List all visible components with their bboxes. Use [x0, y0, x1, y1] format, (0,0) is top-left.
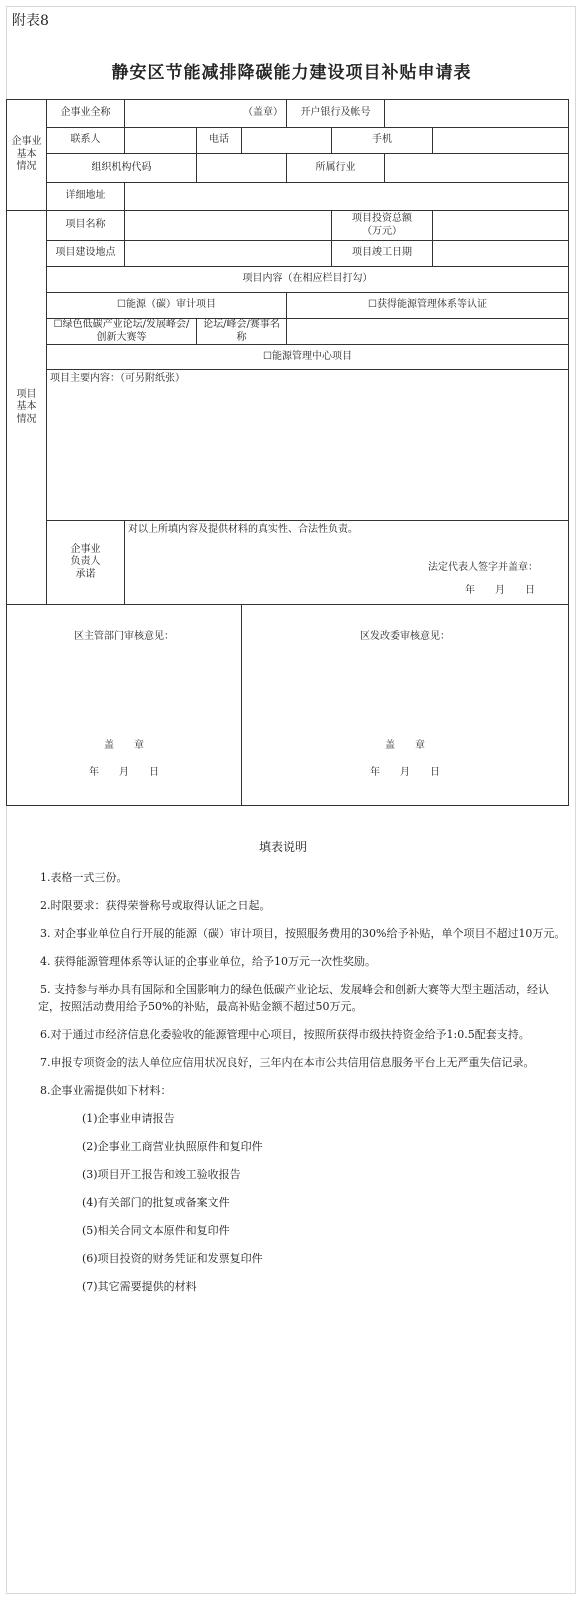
mobile-label: 手机 — [332, 128, 433, 154]
total-investment-field[interactable] — [433, 211, 569, 241]
forum-name-field[interactable] — [287, 319, 569, 345]
completion-date-label: 项目竣工日期 — [332, 241, 433, 267]
option-forum[interactable]: ☐绿色低碳产业论坛/发展峰会/创新大赛等 — [47, 319, 197, 345]
instruction-item: 3. 对企事业单位自行开展的能源（碳）审计项目，按照服务费用的30%给予补贴，单个项目不超过10万元。 — [40, 926, 566, 940]
company-name-field[interactable] — [125, 100, 287, 128]
main-content-label: 项目主要内容：（可另附纸张） — [50, 373, 185, 384]
mobile-field[interactable] — [433, 128, 569, 154]
option-certification[interactable]: ☐获得能源管理体系等认证 — [287, 293, 569, 319]
total-investment-label: 项目投资总额 （万元） — [332, 211, 433, 241]
district-review-date: 年 月 日 — [89, 767, 159, 778]
company-name-label: 企事业全称 — [47, 100, 125, 128]
phone-field[interactable] — [242, 128, 332, 154]
district-review-label: 区主管部门审核意见： — [74, 631, 174, 642]
seal-hint: （盖章） — [243, 107, 284, 119]
project-location-field[interactable] — [125, 241, 332, 267]
pledge-text: 对以上所填内容及提供材料的真实性、合法性负责。 — [128, 524, 358, 535]
material-item: (6)项目投资的财务凭证和发票复印件 — [82, 1252, 263, 1266]
industry-field[interactable] — [385, 154, 569, 183]
industry-label: 所属行业 — [287, 154, 385, 183]
drc-review-label: 区发改委审核意见： — [360, 631, 451, 642]
project-name-field[interactable] — [125, 211, 332, 241]
bank-account-field[interactable] — [385, 100, 569, 128]
instruction-item: 2.时限要求：获得荣誉称号或取得认证之日起。 — [40, 898, 271, 912]
instruction-item: 4. 获得能源管理体系等认证的企事业单位，给予10万元一次性奖励。 — [40, 954, 376, 968]
material-item: (5)相关合同文本原件和复印件 — [82, 1224, 230, 1238]
material-item: (3)项目开工报告和竣工验收报告 — [82, 1168, 241, 1182]
bank-account-label: 开户银行及帐号 — [287, 100, 385, 128]
section-pledge-label: 企事业 负责人 承诺 — [47, 521, 125, 605]
instruction-item: 7.申报专项资金的法人单位应信用状况良好，三年内在本市公共信用信息服务平台上无严重失信记录。 — [40, 1055, 535, 1069]
pledge-cell — [125, 521, 569, 605]
material-item: (2)企事业工商营业执照原件和复印件 — [82, 1140, 263, 1154]
section-company-label: 企事业 基本 情况 — [7, 100, 47, 211]
main-content-field[interactable] — [47, 370, 569, 521]
application-form-table — [6, 99, 569, 806]
content-header: 项目内容（在相应栏目打勾） — [47, 267, 569, 293]
org-code-field[interactable] — [197, 154, 287, 183]
drc-review-date: 年 月 日 — [370, 767, 441, 778]
material-item: (1)企事业申请报告 — [82, 1112, 175, 1126]
material-item: (4)有关部门的批复或备案文件 — [82, 1196, 230, 1210]
instructions-title: 填表说明 — [258, 840, 307, 854]
material-item: (7)其它需要提供的材料 — [82, 1280, 197, 1294]
phone-label: 电话 — [197, 128, 242, 154]
district-review-cell[interactable] — [7, 605, 242, 806]
contact-field[interactable] — [125, 128, 197, 154]
instruction-item: 1.表格一式三份。 — [40, 870, 128, 884]
project-name-label: 项目名称 — [47, 211, 125, 241]
contact-label: 联系人 — [47, 128, 125, 154]
form-title: 静安区节能减排降碳能力建设项目补贴申请表 — [111, 63, 472, 83]
legal-signature-label: 法定代表人签字并盖章： — [428, 562, 538, 573]
instruction-item: 5. 支持参与举办具有国际和全国影响力的绿色低碳产业论坛、发展峰会和创新大赛等大型主题活动，经认定，按照活动费用给予50%的补贴，最高补贴金额不超过50万元。 — [38, 982, 549, 1013]
pledge-date: 年 月 日 — [465, 585, 535, 596]
address-field[interactable] — [125, 183, 569, 211]
drc-seal-label: 盖 章 — [385, 740, 426, 751]
annex-label: 附表8 — [12, 13, 49, 29]
drc-review-cell[interactable] — [242, 605, 569, 806]
option-energy-audit[interactable]: ☐能源（碳）审计项目 — [47, 293, 287, 319]
option-energy-center[interactable]: ☐能源管理中心项目 — [47, 345, 569, 370]
filling-instructions — [38, 838, 568, 1306]
org-code-label: 组织机构代码 — [47, 154, 197, 183]
instruction-item: 6.对于通过市经济信息化委验收的能源管理中心项目，按照所获得市级扶持资金给予1:0.5配套支持。 — [40, 1027, 530, 1041]
completion-date-field[interactable] — [433, 241, 569, 267]
address-label: 详细地址 — [47, 183, 125, 211]
district-seal-label: 盖 章 — [104, 740, 144, 751]
forum-name-label: 论坛/峰会/赛事名称 — [197, 319, 287, 345]
section-project-label: 项目 基本 情况 — [7, 211, 47, 605]
project-location-label: 项目建设地点 — [47, 241, 125, 267]
instruction-item: 8.企事业需提供如下材料： — [40, 1083, 172, 1097]
